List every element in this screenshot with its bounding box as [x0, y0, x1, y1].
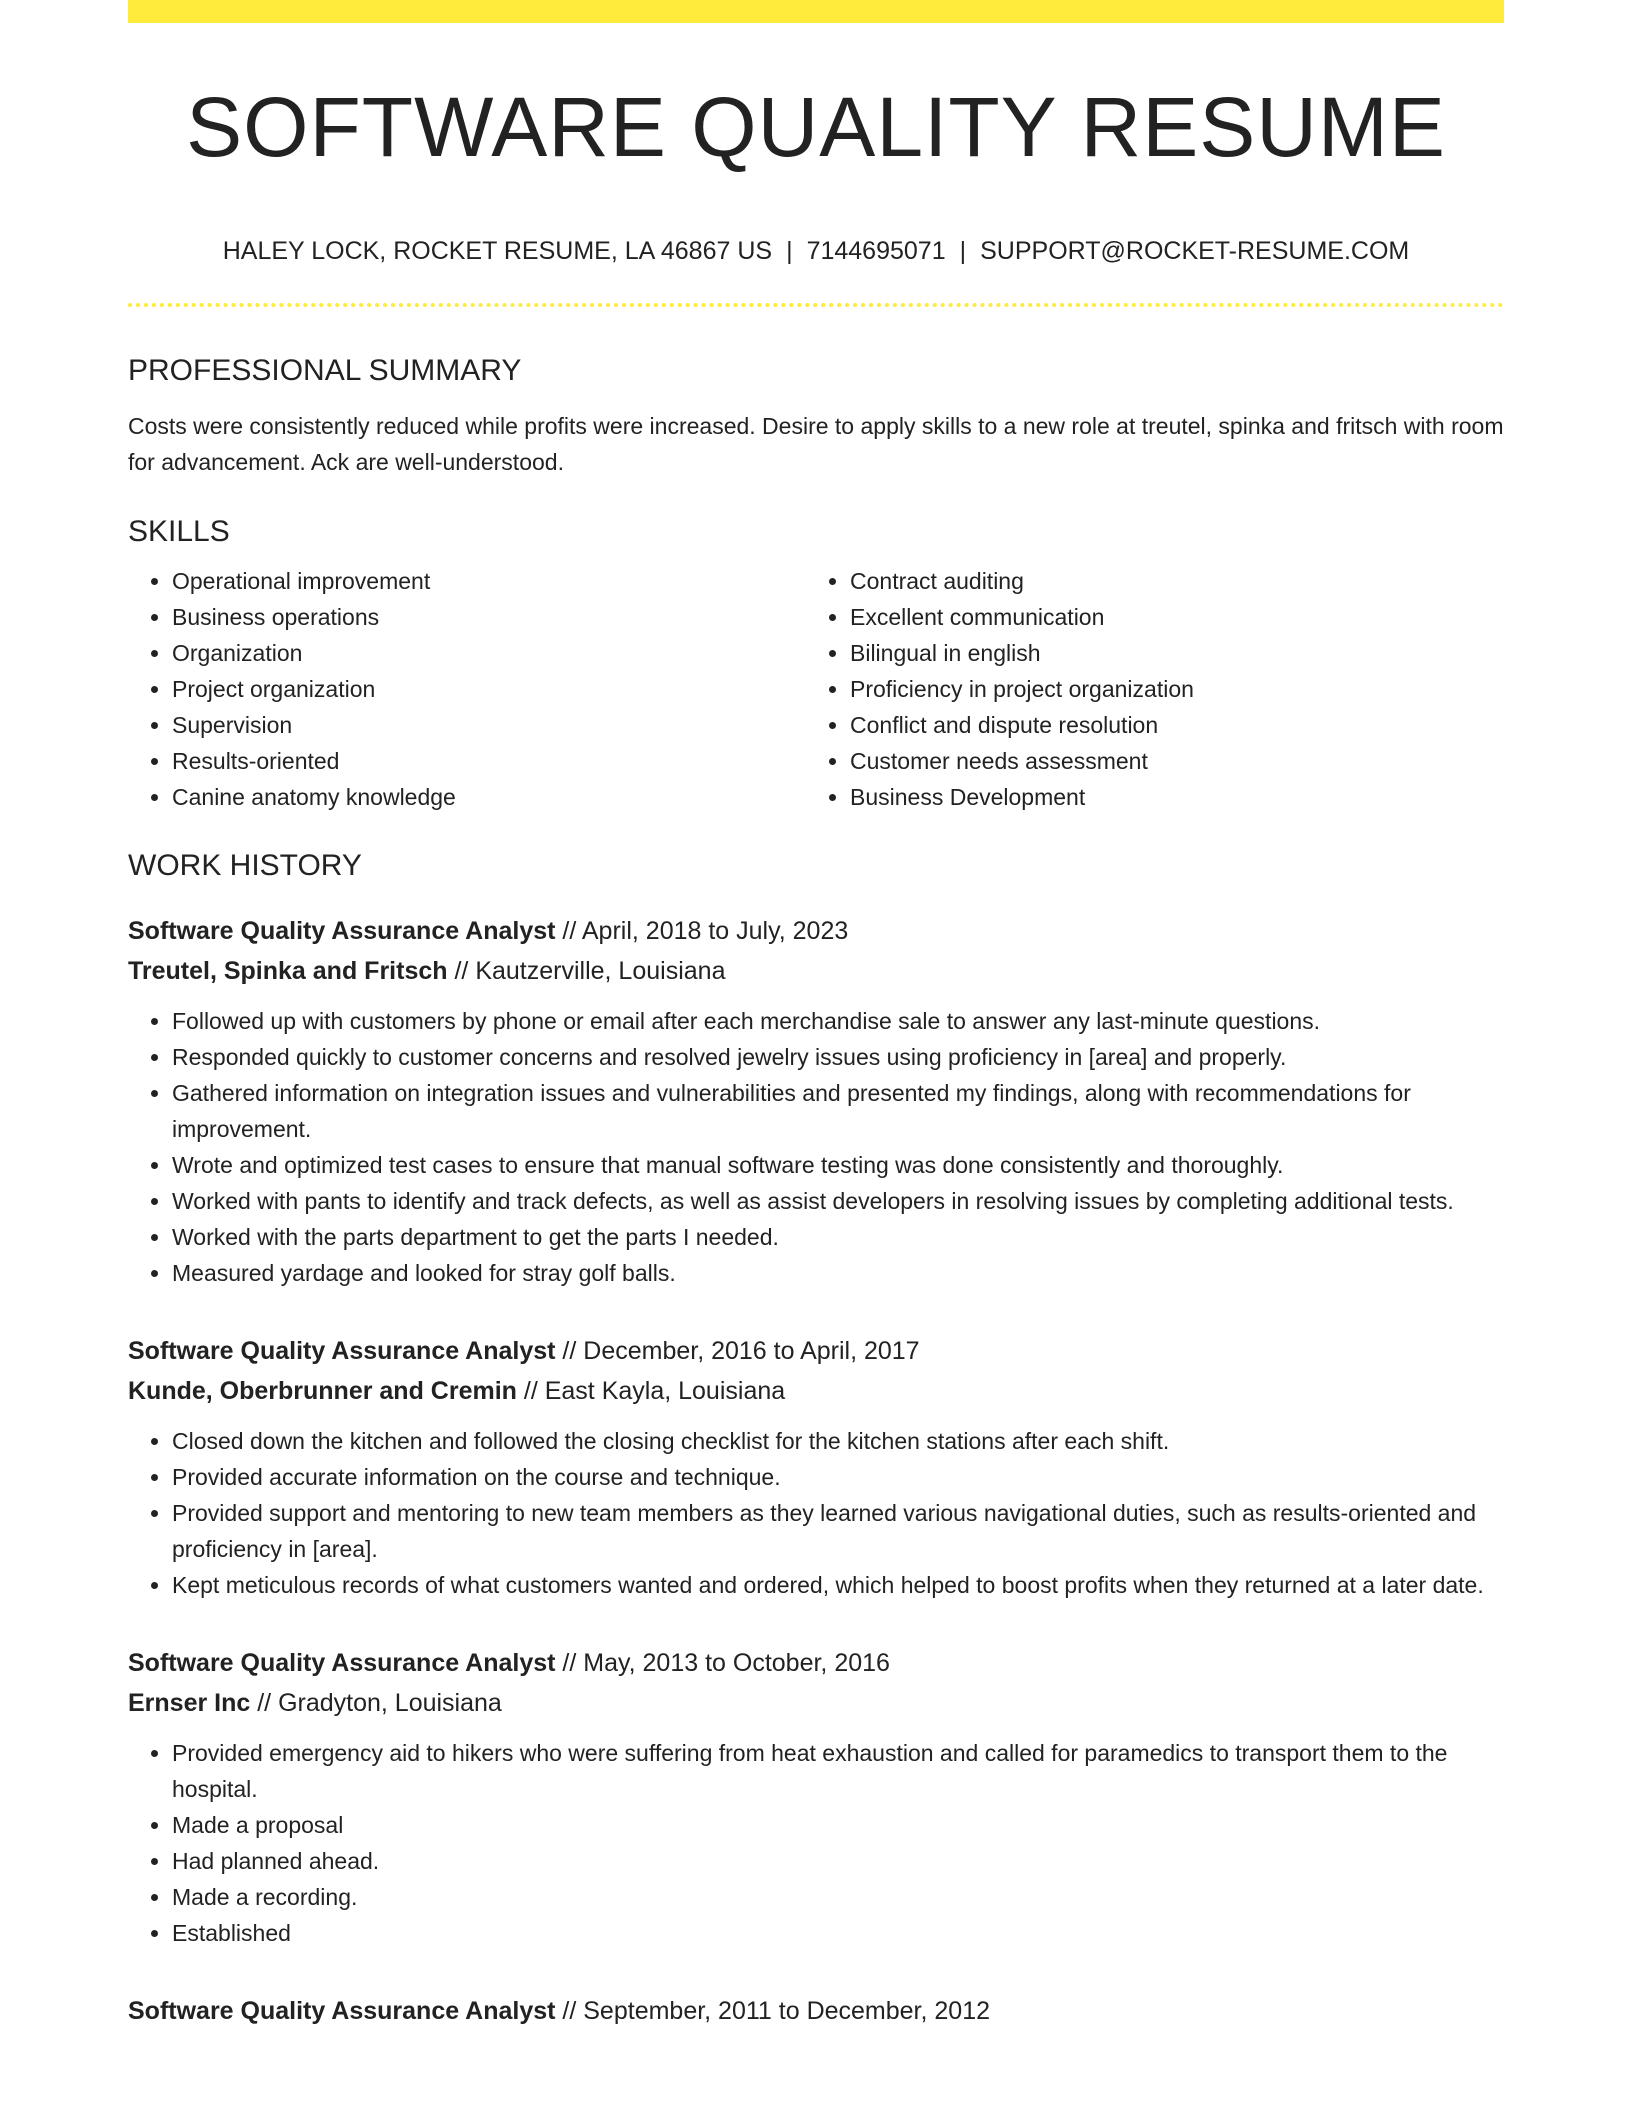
job-bullet: • Closed down the kitchen and followed the closing checklist for the kitchen stations after each shift. [172, 1423, 1504, 1459]
job-bullet: • Made a recording. [172, 1879, 1504, 1915]
job-company-line [128, 1371, 1504, 1411]
job-bullet: • Worked with pants to identify and track defects, as well as assist developers in resolving issues by completing additional tests. [172, 1183, 1504, 1219]
job-entry [128, 1331, 1504, 1603]
job-bullet: • Made a proposal [172, 1807, 1504, 1843]
skill-item: • Supervision [172, 707, 806, 743]
skill-item: • Bilingual in english [850, 635, 1484, 671]
skill-item: • Customer needs assessment [850, 743, 1484, 779]
job-company-line [128, 1683, 1504, 1723]
job-title-line [128, 1643, 1504, 1683]
job-bullet-list [128, 1735, 1504, 1951]
job-title-line [128, 1331, 1504, 1371]
contact-phone: 7144695071 [806, 237, 946, 265]
job-title-line [128, 1991, 1504, 2031]
work-history-heading: WORK HISTORY [128, 849, 362, 882]
job-dates: // December, 2016 to April, 2017 [562, 1337, 920, 1365]
job-bullet: • Provided emergency aid to hikers who were suffering from heat exhaustion and called for paramedics to transport them to the hospital. [172, 1735, 1504, 1807]
skill-item: • Results-oriented [172, 743, 806, 779]
accent-top-bar [128, 0, 1504, 23]
job-location: // Gradyton, Louisiana [257, 1689, 502, 1717]
job-bullet: • Responded quickly to customer concerns and resolved jewelry issues using proficiency in [area] and properly. [172, 1039, 1504, 1075]
job-entry [128, 1643, 1504, 1951]
job-entry [128, 911, 1504, 1291]
skill-item: • Business Development [850, 779, 1484, 815]
job-dates: // September, 2011 to December, 2012 [562, 1997, 991, 2025]
skill-item: • Project organization [172, 671, 806, 707]
job-company: Kunde, Oberbrunner and Cremin [128, 1377, 517, 1405]
job-company: Treutel, Spinka and Fritsch [128, 957, 448, 985]
job-bullet: • Gathered information on integration issues and vulnerabilities and presented my findings, along with recommendations for improvement. [172, 1075, 1504, 1147]
job-bullet: • Kept meticulous records of what customers wanted and ordered, which helped to boost profits when they returned at a later date. [172, 1567, 1504, 1603]
job-title: Software Quality Assurance Analyst [128, 917, 556, 945]
job-title-line [128, 911, 1504, 951]
skill-item: • Conflict and dispute resolution [850, 707, 1484, 743]
contact-address: HALEY LOCK, ROCKET RESUME, LA 46867 US [222, 237, 773, 265]
job-bullet: • Had planned ahead. [172, 1843, 1504, 1879]
job-entry [128, 1991, 1504, 2031]
job-bullet: • Followed up with customers by phone or email after each merchandise sale to answer any last-minute questions. [172, 1003, 1504, 1039]
job-company: Ernser Inc [128, 1689, 251, 1717]
job-bullet-list [128, 1003, 1504, 1291]
job-bullet: • Worked with the parts department to get the parts I needed. [172, 1219, 1504, 1255]
skills-left-list [128, 563, 806, 815]
job-title: Software Quality Assurance Analyst [128, 1649, 556, 1677]
skills-heading: SKILLS [128, 515, 230, 548]
skill-item: • Operational improvement [172, 563, 806, 599]
resume-title: SOFTWARE QUALITY RESUME [186, 80, 1446, 174]
contact-separator: | [786, 237, 793, 265]
job-dates: // April, 2018 to July, 2023 [562, 917, 849, 945]
job-bullet: • Measured yardage and looked for stray golf balls. [172, 1255, 1504, 1291]
skill-item: • Excellent communication [850, 599, 1484, 635]
resume-page [128, 0, 1504, 2031]
skill-item: • Business operations [172, 599, 806, 635]
job-title: Software Quality Assurance Analyst [128, 1997, 556, 2025]
job-company-line [128, 951, 1504, 991]
job-bullet-list [128, 1423, 1504, 1603]
skills-right-list [806, 563, 1484, 815]
job-bullet: • Wrote and optimized test cases to ensure that manual software testing was done consistently and thoroughly. [172, 1147, 1504, 1183]
job-location: // Kautzerville, Louisiana [454, 957, 726, 985]
job-dates: // May, 2013 to October, 2016 [562, 1649, 890, 1677]
skill-item: • Contract auditing [850, 563, 1484, 599]
job-bullet: • Provided accurate information on the course and technique. [172, 1459, 1504, 1495]
job-bullet: • Provided support and mentoring to new team members as they learned various navigational duties, such as results-oriented and proficiency in [area]. [172, 1495, 1504, 1567]
job-title: Software Quality Assurance Analyst [128, 1337, 556, 1365]
contact-separator: | [959, 237, 967, 265]
skill-item: • Canine anatomy knowledge [172, 779, 806, 815]
job-location: // East Kayla, Louisiana [523, 1377, 786, 1405]
summary-heading: PROFESSIONAL SUMMARY [128, 354, 522, 387]
contact-email: SUPPORT@ROCKET-RESUME.COM [980, 237, 1410, 265]
job-bullet: • Established [172, 1915, 1504, 1951]
skill-item: • Proficiency in project organization [850, 671, 1484, 707]
contact-line [128, 239, 1504, 264]
skills-grid [128, 563, 1504, 815]
dotted-divider [128, 303, 1504, 307]
skill-item: • Organization [172, 635, 806, 671]
summary-text: Costs were consistently reduced while profits were increased. Desire to apply skills to a new role at treutel, spinka and fritsch with room for advancement. Ack are well-understood. [128, 413, 1504, 475]
